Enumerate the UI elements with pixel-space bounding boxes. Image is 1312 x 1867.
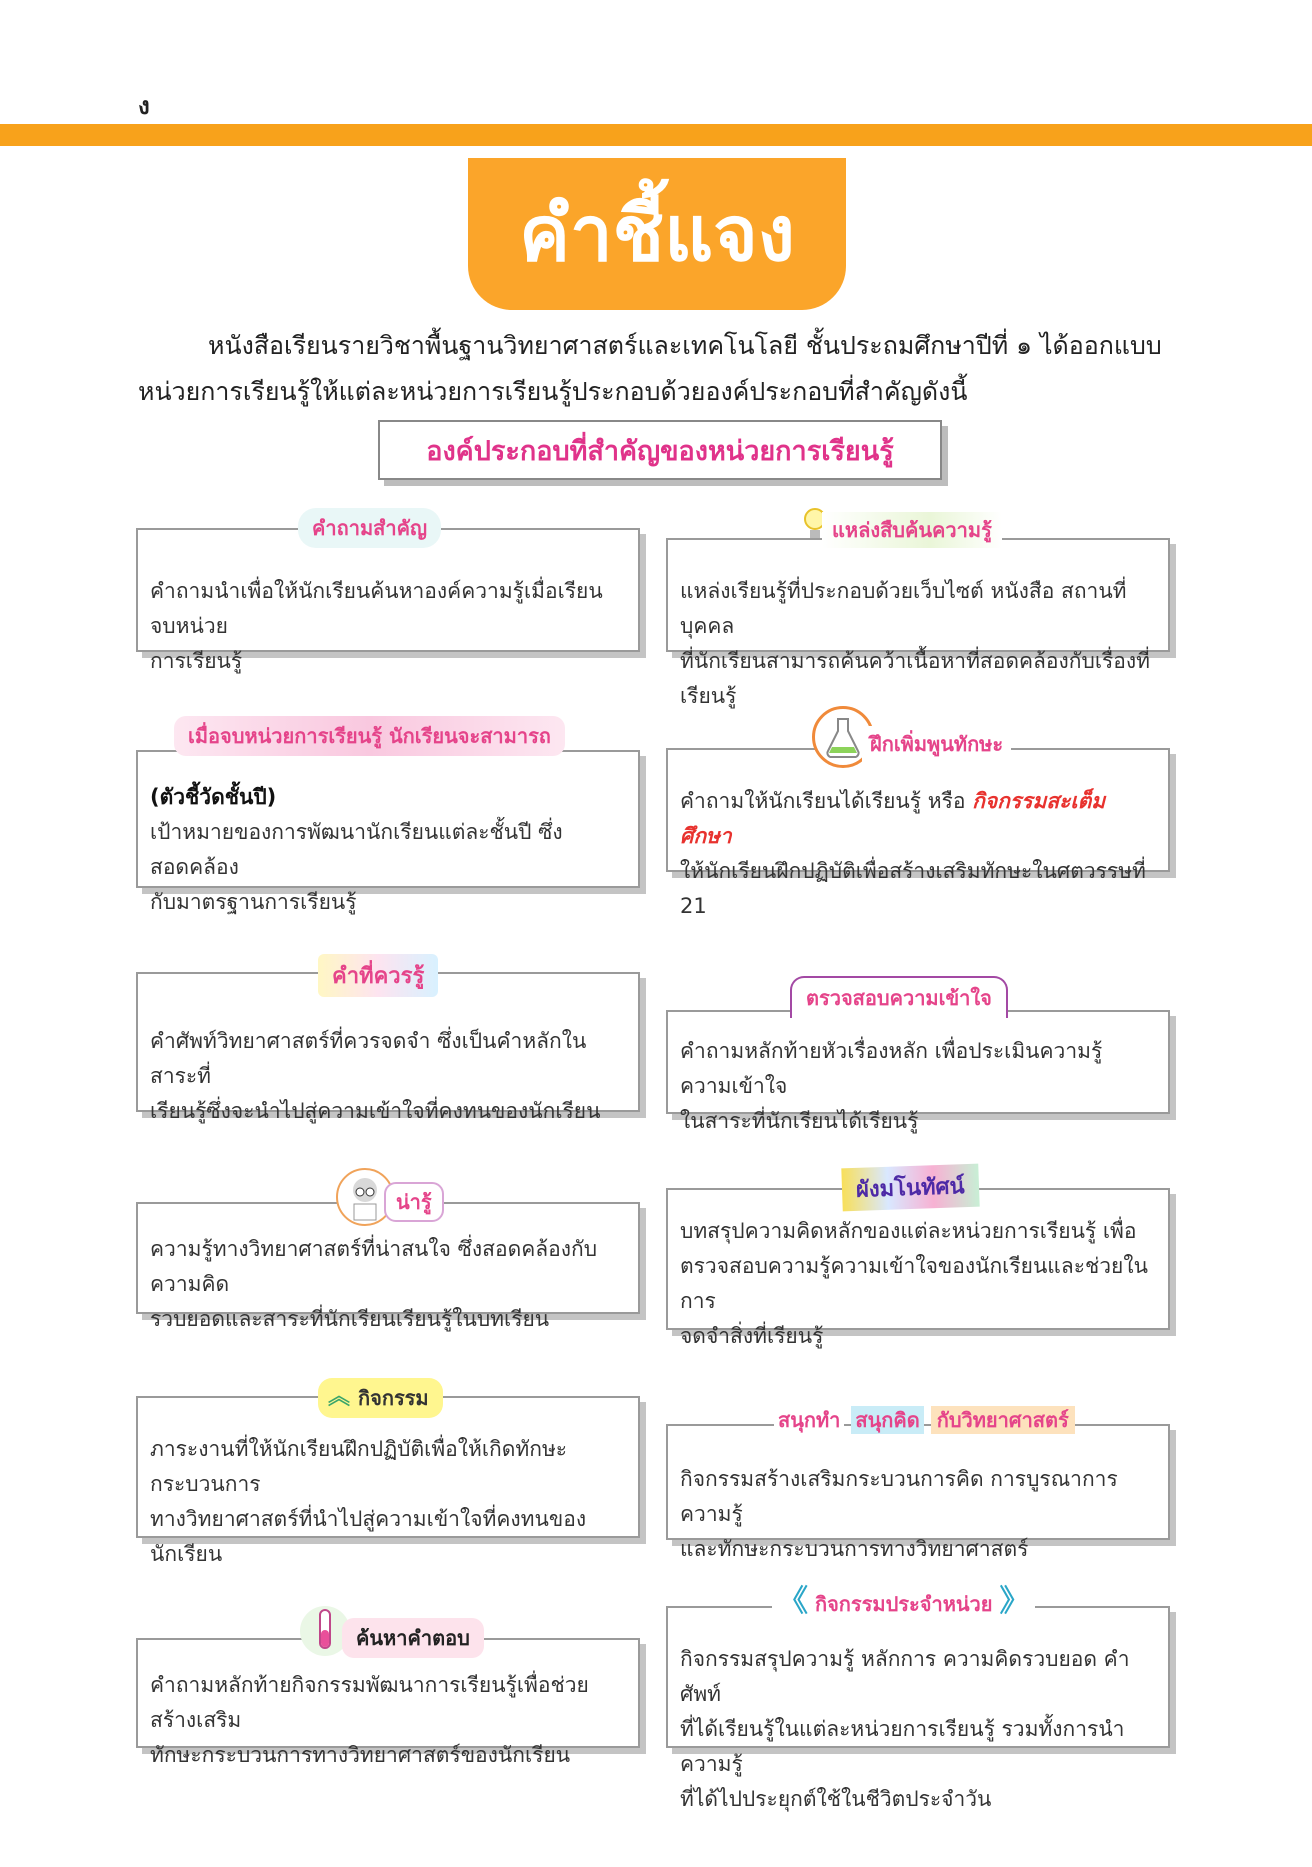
header-stripe: [0, 124, 1312, 146]
stem-activity-highlight: กิจกรรมสะเต็มศึกษา: [680, 789, 1106, 848]
skills-box: [666, 748, 1170, 918]
vocab-line-2: เรียนรู้ซึ่งจะนำไปสู่ความเข้าใจที่คงทนของนักเรียน: [150, 1099, 601, 1123]
fun-label-2: สนุกคิด: [851, 1406, 923, 1434]
find-answer-line-2: ทักษะกระบวนการทางวิทยาศาสตร์ของนักเรียน: [150, 1743, 571, 1767]
components-banner-label: องค์ประกอบที่สำคัญของหน่วยการเรียนรู้: [426, 435, 894, 467]
concept-map-label: ผังมโนทัศน์: [841, 1164, 979, 1212]
activity-label-text: กิจกรรม: [358, 1386, 429, 1410]
unit-activity-box: [666, 1606, 1170, 1811]
fun-label: [770, 1402, 1079, 1438]
key-question-line-2: การเรียนรู้: [150, 649, 243, 673]
page-title: คำชี้แจง: [519, 189, 795, 278]
components-banner: [378, 420, 942, 480]
fun-box: [666, 1424, 1170, 1561]
fun-line-2: และทักษะกระบวนการทางวิทยาศาสตร์: [680, 1537, 1029, 1561]
concept-map-line-1: บทสรุปความคิดหลักของแต่ละหน่วยการเรียนรู้ เพื่อ: [680, 1219, 1137, 1243]
check-box: [666, 1010, 1170, 1133]
activity-text: [150, 1432, 626, 1572]
intro-line-2: หน่วยการเรียนรู้ให้แต่ละหน่วยการเรียนรู้ประกอบด้วยองค์ประกอบที่สำคัญดังนี้: [138, 377, 968, 406]
unit-activity-line-1: กิจกรรมสรุปความรู้ หลักการ ความคิดรวบยอด คำศัพท์: [680, 1647, 1130, 1706]
sources-text: [680, 574, 1156, 714]
unit-activity-line-2: ที่ได้เรียนรู้ในแต่ละหน่วยการเรียนรู้ รวมทั้งการนำความรู้: [680, 1717, 1125, 1776]
concept-map-line-3: จดจำสิ่งที่เรียนรู้: [680, 1324, 824, 1348]
concept-map-line-2: ตรวจสอบความรู้ความเข้าใจของนักเรียนและช่วยในการ: [680, 1254, 1148, 1313]
outcomes-line-0: (ตัวชี้วัดชั้นปี): [150, 785, 277, 809]
unit-activity-label-text: กิจกรรมประจำหน่วย: [814, 1592, 993, 1616]
sources-line-1: แหล่งเรียนรู้ที่ประกอบด้วยเว็บไซต์ หนังสือ สถานที่ บุคคล: [680, 579, 1127, 638]
activity-line-1: ภาระงานที่ให้นักเรียนฝึกปฏิบัติเพื่อให้เกิดทักษะกระบวนการ: [150, 1437, 568, 1496]
fun-text: [680, 1462, 1156, 1567]
concept-map-box: [666, 1188, 1170, 1348]
interesting-label: น่ารู้: [384, 1182, 444, 1222]
skills-line-2: ให้นักเรียนฝึกปฏิบัติเพื่อสร้างเสริมทักษะในศตวรรษที่ 21: [680, 859, 1146, 918]
fun-line-1: กิจกรรมสร้างเสริมกระบวนการคิด การบูรณาการความรู้: [680, 1467, 1118, 1526]
chevron-left-icon: 《: [778, 1584, 808, 1619]
sources-line-2: ที่นักเรียนสามารถค้นคว้าเนื้อหาที่สอดคล้องกับเรื่องที่เรียนรู้: [680, 649, 1150, 708]
chevron-right-icon: 》: [999, 1584, 1030, 1619]
outcomes-text: [150, 780, 626, 920]
skills-label: ฝึกเพิ่มพูนทักษะ: [862, 726, 1011, 762]
vocab-line-1: คำศัพท์วิทยาศาสตร์ที่ควรจดจำ ซึ่งเป็นคำหลักในสาระที่: [150, 1029, 587, 1088]
intro-line-1: หนังสือเรียนรายวิชาพื้นฐานวิทยาศาสตร์และเทคโนโลยี ชั้นประถมศึกษาปีที่ ๑ ได้ออกแบบ: [208, 331, 1162, 360]
interesting-line-1: ความรู้ทางวิทยาศาสตร์ที่น่าสนใจ ซึ่งสอดคล้องกับความคิด: [150, 1237, 598, 1296]
unit-activity-label: [772, 1576, 1035, 1620]
page-title-tab: [468, 158, 846, 310]
key-question-text: [150, 574, 626, 679]
find-answer-text: [150, 1668, 626, 1773]
key-question-line-1: คำถามนำเพื่อให้นักเรียนค้นหาองค์ความรู้เมื่อเรียนจบหน่วย: [150, 579, 603, 638]
vocab-label: คำที่ควรรู้: [318, 954, 438, 997]
check-label: ตรวจสอบความเข้าใจ: [790, 976, 1008, 1018]
check-line-2: ในสาระที่นักเรียนได้เรียนรู้: [680, 1109, 919, 1133]
outcomes-line-1: เป้าหมายของการพัฒนานักเรียนแต่ละชั้นปี ซึ่งสอดคล้อง: [150, 820, 563, 879]
sources-box: [666, 538, 1170, 708]
activity-label: [318, 1378, 443, 1418]
fun-label-3: กับวิทยาศาสตร์: [931, 1406, 1075, 1434]
fun-label-1: สนุกทำ: [774, 1406, 844, 1434]
skills-line-1a: คำถามให้นักเรียนได้เรียนรู้ หรือ: [680, 789, 973, 813]
concept-map-text: [680, 1214, 1156, 1354]
chevron-up-icon: ︽: [328, 1385, 351, 1410]
check-text: [680, 1034, 1156, 1139]
vocab-text: [150, 1024, 626, 1129]
find-answer-label: ค้นหาคำตอบ: [342, 1618, 484, 1658]
key-question-label: คำถามสำคัญ: [298, 508, 441, 548]
skills-line-1: [680, 784, 1156, 854]
sources-label: แหล่งสืบค้นความรู้: [822, 512, 1002, 548]
outcomes-line-2: กับมาตรฐานการเรียนรู้: [150, 890, 357, 914]
unit-activity-text: [680, 1642, 1156, 1817]
interesting-line-2: รวบยอดและสาระที่นักเรียนเรียนรู้ในบทเรียน: [150, 1307, 550, 1331]
skills-text: [680, 784, 1156, 924]
interesting-text: [150, 1232, 626, 1337]
check-line-1: คำถามหลักท้ายหัวเรื่องหลัก เพื่อประเมินความรู้ ความเข้าใจ: [680, 1039, 1103, 1098]
unit-activity-line-3: ที่ได้ไปประยุกต์ใช้ในชีวิตประจำวัน: [680, 1787, 992, 1811]
activity-line-2: ทางวิทยาศาสตร์ที่นำไปสู่ความเข้าใจที่คงทนของนักเรียน: [150, 1507, 587, 1566]
outcomes-label: เมื่อจบหน่วยการเรียนรู้ นักเรียนจะสามารถ: [174, 716, 565, 756]
outcomes-box: [136, 750, 640, 914]
page-letter: ง: [138, 92, 150, 120]
find-answer-line-1: คำถามหลักท้ายกิจกรรมพัฒนาการเรียนรู้เพื่อช่วยสร้างเสริม: [150, 1673, 589, 1732]
